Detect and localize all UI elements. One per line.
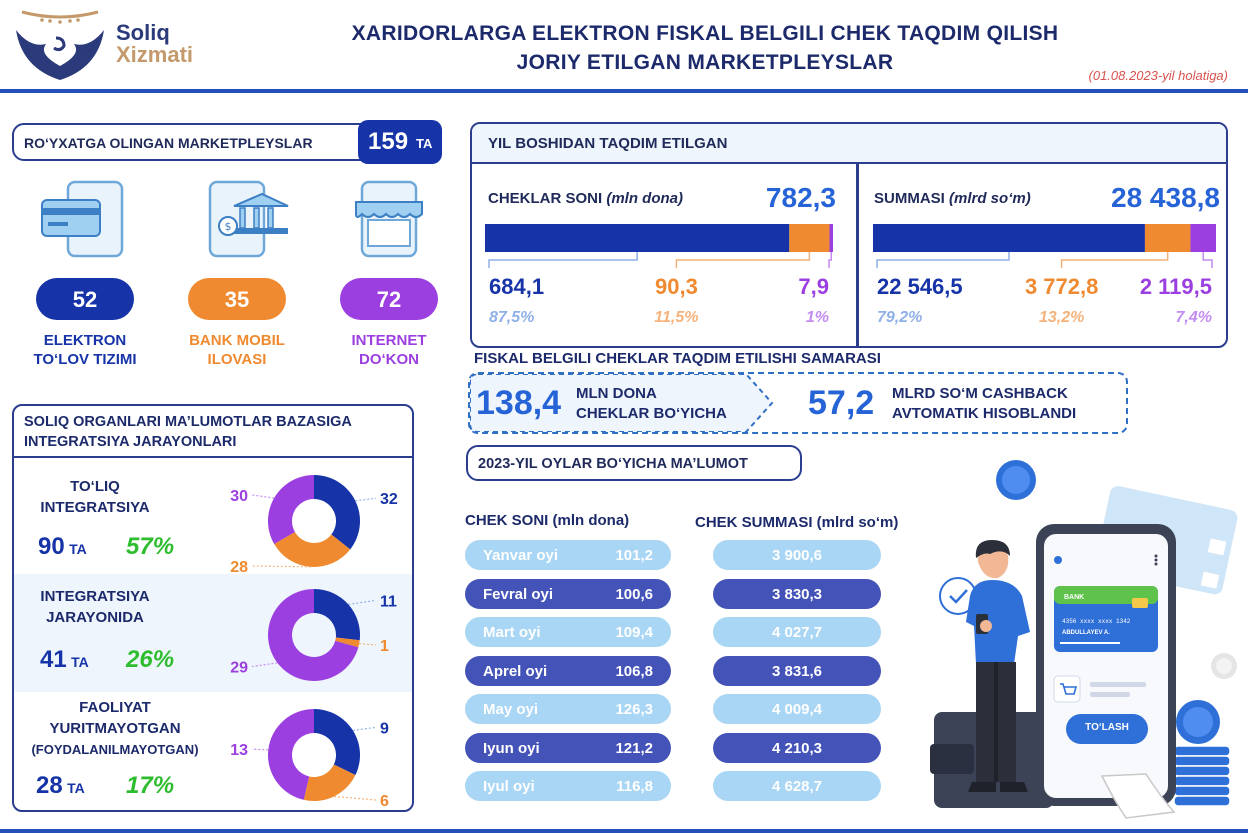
bar-percent-label-1: 11,5% — [654, 309, 699, 326]
month-name: May oyi — [483, 701, 539, 718]
donut-chart-process — [214, 580, 414, 690]
eagle-logo-icon — [12, 8, 108, 82]
efficiency-title: FISKAL BELGILI CHEKLAR TAQDIM ETILISHI SAMARASI — [474, 350, 881, 367]
month-row — [465, 733, 671, 763]
integration-count-inactive-value: 28 — [36, 772, 63, 799]
donut-leader-0 — [348, 600, 376, 604]
integration-row-inactive-line3: (FOYDALANILMAYOTGAN) — [31, 742, 199, 757]
month-name: Fevral oyi — [483, 585, 554, 603]
bar-segment-1 — [789, 224, 829, 252]
checks-label-text: CHEKLAR SONI — [488, 190, 603, 207]
checks-label-unit: (mln dona) — [606, 190, 683, 207]
donut-chart-full — [214, 466, 414, 576]
month-check-sum: 3 830,3 — [713, 579, 881, 609]
category-pill-electronic: 52 — [36, 278, 134, 320]
integration-count-inactive — [36, 772, 85, 800]
efficiency-text-checks-line1: MLN DONA — [576, 385, 657, 402]
integration-title-line1: SOLIQ ORGANLARI MA’LUMOTLAR BAZASIGA — [24, 414, 352, 430]
month-check-count: 100,6 — [615, 585, 653, 603]
month-check-count: 106,8 — [615, 662, 653, 680]
donut-leader-2 — [252, 663, 277, 667]
registered-unit: TA — [416, 136, 433, 151]
donut-leader-1 — [359, 644, 376, 645]
donut-leader-0 — [355, 498, 376, 501]
bar-value-label-2: 2 119,5 — [1139, 274, 1212, 299]
integration-row-full-line2: INTEGRATSIYA — [40, 499, 150, 516]
category-label-internet-line2: DO‘KON — [359, 351, 419, 368]
logo — [12, 8, 108, 82]
category-label-electronic-line1: ELEKTRON — [43, 332, 127, 349]
integration-pct-process: 26% — [126, 646, 175, 673]
integration-pct-inactive: 17% — [126, 772, 175, 799]
donut-label-2: 30 — [230, 488, 248, 505]
year-panel-title: YIL BOSHIDAN TAQDIM ETILGAN — [488, 135, 728, 152]
month-check-count: 101,2 — [615, 547, 653, 564]
bar-segment-0 — [485, 224, 789, 252]
donut-label-1: 1 — [380, 637, 389, 655]
bar-leader-2 — [829, 252, 831, 268]
bar-value-label-0: 22 546,5 — [877, 274, 963, 299]
integration-count-inactive-unit: TA — [67, 780, 85, 796]
category-label-bank — [172, 331, 302, 369]
donut-label-2: 13 — [230, 742, 248, 760]
bank-phone-icon — [204, 180, 294, 265]
donut-label-0: 32 — [380, 491, 398, 509]
donut-leader-1 — [334, 796, 376, 800]
bar-segment-2 — [1190, 224, 1216, 252]
month-row — [465, 694, 671, 724]
bar-percent-label-0: 87,5% — [489, 309, 535, 326]
category-pill-internet: 72 — [340, 278, 438, 320]
monthly-col2-header: CHEK SUMMASI (mlrd so‘m) — [695, 514, 899, 531]
page-title-line1: XARIDORLARGA ELEKTRON FISKAL BELGILI CHEK TAQDIM QILISH — [351, 22, 1059, 45]
month-row — [465, 771, 671, 801]
bar-leader-1 — [1062, 252, 1168, 268]
month-name: Yanvar oyi — [483, 547, 559, 564]
efficiency-text-cashback-line1: MLRD SO‘M CASHBACK — [892, 385, 1068, 402]
month-check-sum: 3 831,6 — [713, 656, 881, 686]
integration-row-inactive-line1: FAOLIYAT — [79, 699, 151, 716]
bar-percent-label-0: 79,2% — [877, 309, 923, 326]
donut-slice-2 — [268, 475, 314, 544]
month-row — [465, 579, 671, 609]
donut-label-1: 28 — [230, 559, 248, 576]
integration-row-full — [20, 476, 170, 518]
header-divider — [0, 89, 1248, 93]
month-row — [465, 540, 671, 570]
integration-row-process-line1: INTEGRATSIYA — [40, 588, 150, 605]
donut-label-0: 11 — [380, 593, 397, 611]
integration-row-process-line2: JARAYONIDA — [46, 609, 144, 626]
month-check-sum: 4 009,4 — [713, 694, 881, 724]
integration-pct-full: 57% — [126, 533, 175, 560]
bar-percent-label-1: 13,2% — [1038, 309, 1085, 326]
integration-count-process-value: 41 — [40, 646, 67, 673]
integration-row-full-line1: TO‘LIQ — [70, 478, 120, 495]
integration-count-full-unit: TA — [69, 541, 87, 557]
sum-stacked-bar — [868, 220, 1228, 330]
logo-text-xizmati: Xizmati — [116, 42, 194, 67]
illustration-card-number: 4356 xxxx xxxx 1342 — [1062, 618, 1131, 625]
integration-count-process-unit: TA — [71, 654, 89, 670]
category-label-electronic — [20, 331, 150, 369]
donut-slice-0 — [314, 709, 360, 775]
bar-leader-0 — [489, 252, 637, 268]
efficiency-text-checks — [576, 384, 727, 424]
illustration-card-holder: ABDULLAYEV A. — [1062, 630, 1110, 636]
registered-value-badge — [358, 120, 442, 164]
integration-count-full-value: 90 — [38, 533, 65, 560]
registered-box — [12, 123, 442, 161]
category-pill-bank: 35 — [188, 278, 286, 320]
page-title-line2: JORIY ETILGAN MARKETPLEYSLAR — [516, 51, 894, 74]
bar-leader-2 — [1203, 252, 1212, 268]
monthly-col1-header: CHEK SONI (mln dona) — [465, 512, 630, 529]
month-name: Iyun oyi — [483, 739, 540, 757]
donut-leader-2 — [252, 749, 268, 750]
bar-percent-label-2: 7,4% — [1175, 309, 1212, 326]
monthly-title: 2023-YIL OYLAR BO‘YICHA MA’LUMOT — [478, 456, 748, 472]
checks-stacked-bar — [480, 220, 850, 330]
year-panel-center-divider — [856, 162, 859, 348]
bar-leader-0 — [877, 252, 1009, 268]
bar-segment-2 — [829, 224, 833, 252]
month-check-sum: 4 027,7 — [713, 617, 881, 647]
donut-chart-inactive — [214, 700, 414, 810]
bar-value-label-0: 684,1 — [489, 274, 545, 299]
donut-label-0: 9 — [380, 720, 389, 738]
month-name: Iyul oyi — [483, 778, 535, 795]
integration-title-divider — [14, 456, 414, 458]
integration-row-inactive-line2: YURITMAYOTGAN — [49, 720, 181, 737]
category-label-electronic-line2: TO‘LOV TIZIMI — [33, 351, 137, 368]
sum-label-unit: (mlrd so‘m) — [949, 190, 1031, 207]
checks-total: 782,3 — [765, 182, 836, 213]
bar-value-label-1: 3 772,8 — [1024, 274, 1099, 299]
integration-title — [24, 412, 352, 452]
integration-count-process — [40, 646, 89, 674]
donut-leader-1 — [252, 566, 311, 567]
donut-slice-0 — [314, 589, 360, 640]
category-label-bank-line1: BANK MOBIL — [189, 332, 285, 349]
category-label-bank-line2: ILOVASI — [207, 351, 267, 368]
month-check-count: 121,2 — [615, 739, 653, 757]
month-check-count: 126,3 — [615, 701, 653, 718]
logo-text-soliq: Soliq — [116, 20, 170, 45]
donut-label-2: 29 — [230, 659, 248, 677]
integration-row-process — [20, 586, 170, 628]
sum-label-text: SUMMASI — [874, 190, 945, 207]
bar-leader-1 — [676, 252, 809, 268]
month-row — [465, 617, 671, 647]
registered-value: 159 — [368, 128, 409, 155]
illustration-card-label: BANK — [1064, 594, 1085, 601]
donut-leader-2 — [252, 495, 274, 498]
sum-total: 28 438,8 — [1111, 182, 1220, 213]
bar-segment-1 — [1145, 224, 1191, 252]
month-check-sum: 4 628,7 — [713, 771, 881, 801]
sum-label — [874, 190, 1031, 207]
category-label-internet — [324, 331, 454, 369]
illustration-pay-button[interactable]: TO‘LASH — [1085, 722, 1129, 733]
svg-text:$: $ — [224, 220, 232, 233]
efficiency-text-cashback-line2: AVTOMATIK HISOBLANDI — [892, 405, 1077, 422]
monthly-title-box — [466, 445, 802, 481]
donut-leader-0 — [353, 727, 376, 730]
donut-label-1: 6 — [380, 793, 389, 810]
donut-slice-0 — [314, 475, 360, 549]
date-note: (01.08.2023-yil holatiga) — [1088, 68, 1228, 83]
month-row — [465, 656, 671, 686]
efficiency-text-cashback — [892, 384, 1076, 424]
year-panel-header-divider — [472, 162, 1228, 164]
month-check-sum: 4 210,3 — [713, 733, 881, 763]
card-phone-icon — [40, 180, 130, 265]
integration-title-line2: INTEGRATSIYA JARAYONLARI — [24, 434, 237, 450]
month-check-count: 116,8 — [616, 778, 653, 795]
checks-label — [488, 190, 683, 207]
bar-segment-0 — [873, 224, 1145, 252]
footer-divider — [0, 829, 1248, 833]
integration-row-inactive — [20, 697, 210, 760]
month-check-sum: 3 900,6 — [713, 540, 881, 570]
month-name: Mart oyi — [483, 624, 541, 641]
efficiency-value-cashback: 57,2 — [808, 384, 875, 422]
bar-value-label-1: 90,3 — [654, 274, 698, 299]
month-name: Aprel oyi — [483, 662, 548, 680]
shop-phone-icon — [350, 180, 430, 265]
month-check-count: 109,4 — [615, 624, 653, 641]
registered-label: RO‘YXATGA OLINGAN MARKETPLEYSLAR — [24, 135, 313, 151]
efficiency-value-checks: 138,4 — [476, 384, 562, 422]
efficiency-text-checks-line2: CHEKLAR BO‘YICHA — [576, 405, 727, 422]
bar-value-label-2: 7,9 — [798, 274, 829, 299]
integration-count-full — [38, 533, 87, 561]
bar-percent-label-2: 1% — [805, 309, 829, 326]
category-label-internet-line1: INTERNET — [351, 332, 427, 349]
illustration — [930, 456, 1240, 828]
